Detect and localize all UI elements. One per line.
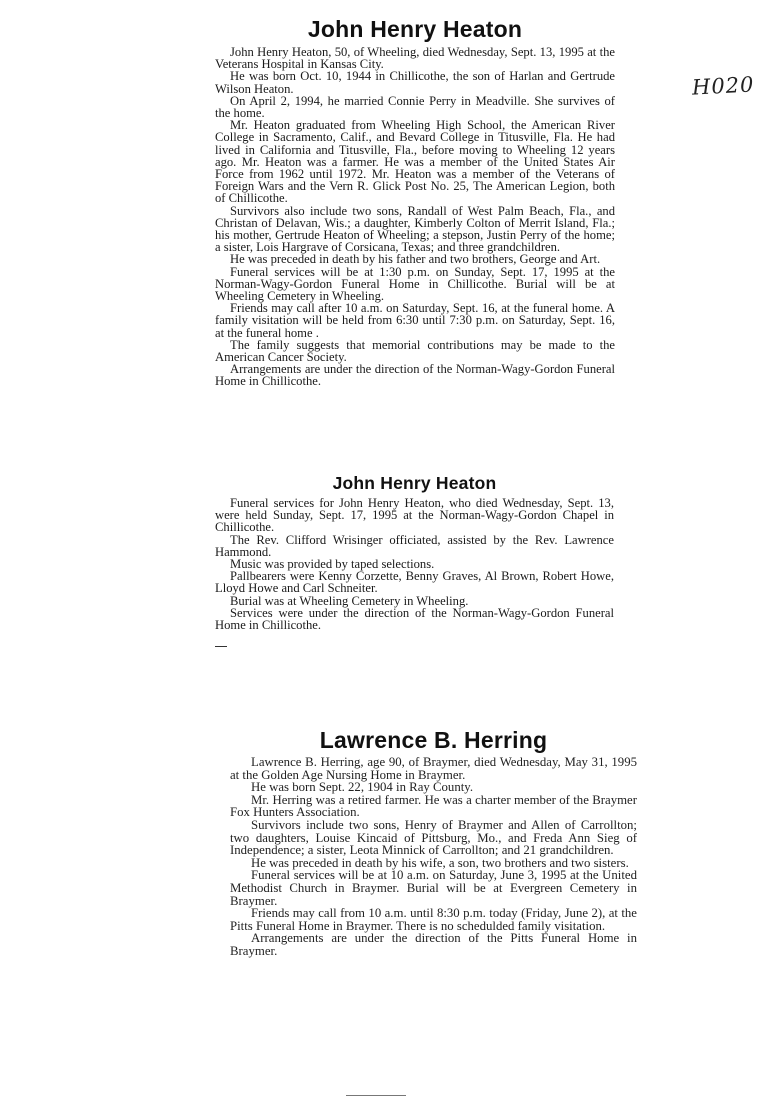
funeral-notice-john-henry-heaton [215, 472, 614, 631]
obituary-paragraph: Funeral services will be at 10 a.m. on Saturday, June 3, 1995 at the United Methodist Church in Braymer. Burial will be at Evergreen Cemetery in Braymer. [230, 868, 637, 908]
obituary-lawrence-b-herring [230, 726, 637, 958]
obituary-paragraph: Lawrence B. Herring, age 90, of Braymer, died Wednesday, May 31, 1995 at the Golden Age Nursing Home in Braymer. [230, 755, 637, 782]
obituary-paragraph: Survivors include two sons, Henry of Braymer and Allen of Carrollton; two daughters, Louise Kincaid of Pittsburg, Mo., and Freda Ann Sieg of Independence; a sister, Leota Minnick of Carrollton; and 21 grandchildren. [230, 817, 637, 858]
obituary-paragraph: He was preceded in death by his wife, a son, two brothers and two sisters. [251, 855, 629, 870]
obituary-paragraph: Services were under the direction of the Norman-Wagy-Gordon Funeral Home in Chillicothe. [215, 605, 614, 633]
obituary-paragraph: The Rev. Clifford Wrisinger officiated, assisted by the Rev. Lawrence Hammond. [215, 532, 614, 559]
obituary-paragraph: Arrangements are under the direction of the Norman-Wagy-Gordon Funeral Home in Chillicothe. [215, 362, 615, 389]
obituary-paragraph: Burial was at Wheeling Cemetery in Wheeling. [230, 593, 469, 608]
obituary-paragraph: He was born Oct. 10, 1944 in Chillicothe, the son of Harlan and Gertrude Wilson Heaton. [215, 69, 615, 96]
obituary-paragraph: On April 2, 1994, he married Connie Perry in Meadville. She survives of the home. [215, 93, 615, 121]
underline-mark [215, 646, 227, 647]
obituary-paragraph: Funeral services for John Henry Heaton, who died Wednesday, Sept. 13, were held Sunday, Sept. 17, 1995 at the Norman-Wagy-Gordon Chapel in Chillicothe. [215, 496, 614, 535]
obituary-title: Lawrence B. Herring [319, 727, 548, 753]
scan-artifact-line [346, 1095, 406, 1096]
handwritten-annotation: H020 [691, 72, 755, 100]
obituary-paragraph: The family suggests that memorial contributions may be made to the American Cancer Society. [215, 337, 615, 365]
obituary-paragraph: He was preceded in death by his father and two brothers, George and Art. [230, 252, 601, 267]
obituary-paragraph: Friends may call after 10 a.m. on Saturday, Sept. 16, at the funeral home. A family visitation will be held from 6:30 until 7:30 p.m. on Saturday, Sept. 16, at the funeral home . [215, 301, 615, 340]
obituary-paragraph: Mr. Herring was a retired farmer. He was a charter member of the Braymer Fox Hunters Association. [230, 792, 637, 820]
obituary-title: John Henry Heaton [307, 16, 523, 42]
obituary-paragraph: Survivors also include two sons, Randall of West Palm Beach, Fla., and Christan of Delavan, Wis.; a daughter, Kimberly Colton of Merrit Island, Fla.; his mother, Gertrude Heaton of Wheeling; a stepson, Justin Perry of the home; a sister, Lois Hargrave of Corsicana, Texas; and three grandchildren. [215, 203, 615, 255]
obituary-john-henry-heaton [215, 14, 615, 388]
obituary-title: John Henry Heaton [332, 473, 497, 493]
obituary-paragraph: Music was provided by taped selections. [230, 557, 435, 572]
obituary-paragraph: Pallbearers were Kenny Corzette, Benny Graves, Al Brown, Robert Howe, Lloyd Howe and Carl Schneiter. [215, 569, 614, 596]
obituary-paragraph: He was born Sept. 22, 1904 in Ray County. [251, 780, 474, 795]
obituary-paragraph: John Henry Heaton, 50, of Wheeling, died Wednesday, Sept. 13, 1995 at the Veterans Hospital in Kansas City. [215, 45, 615, 72]
obituary-paragraph: Friends may call from 10 a.m. until 8:30 p.m. today (Friday, June 2), at the Pitts Funeral Home in Braymer. There is no schedulded family visitation. [230, 906, 637, 933]
obituary-paragraph: Arrangements are under the direction of the Pitts Funeral Home in Braymer. [230, 931, 637, 958]
obituary-paragraph: Mr. Heaton graduated from Wheeling High School, the American River College in Sacramento, Calif., and Bevard College in Titusville, Fla. He had lived in California and Titusville, Fla., before moving to Wheeling 12 years ago. Mr. Heaton was a farmer. He was a member of the United States Air Force from 1962 until 1972. Mr. Heaton was a member of the Veterans of Foreign Wars and the Vern R. Glick Post No. 25, The American Legion, both of Chillicothe. [215, 118, 615, 206]
obituary-paragraph: Funeral services will be at 1:30 p.m. on Sunday, Sept. 17, 1995 at the Norman-Wagy-Gordon Funeral Home in Chillicothe. Burial will be at Wheeling Cemetery in Wheeling. [215, 264, 615, 304]
